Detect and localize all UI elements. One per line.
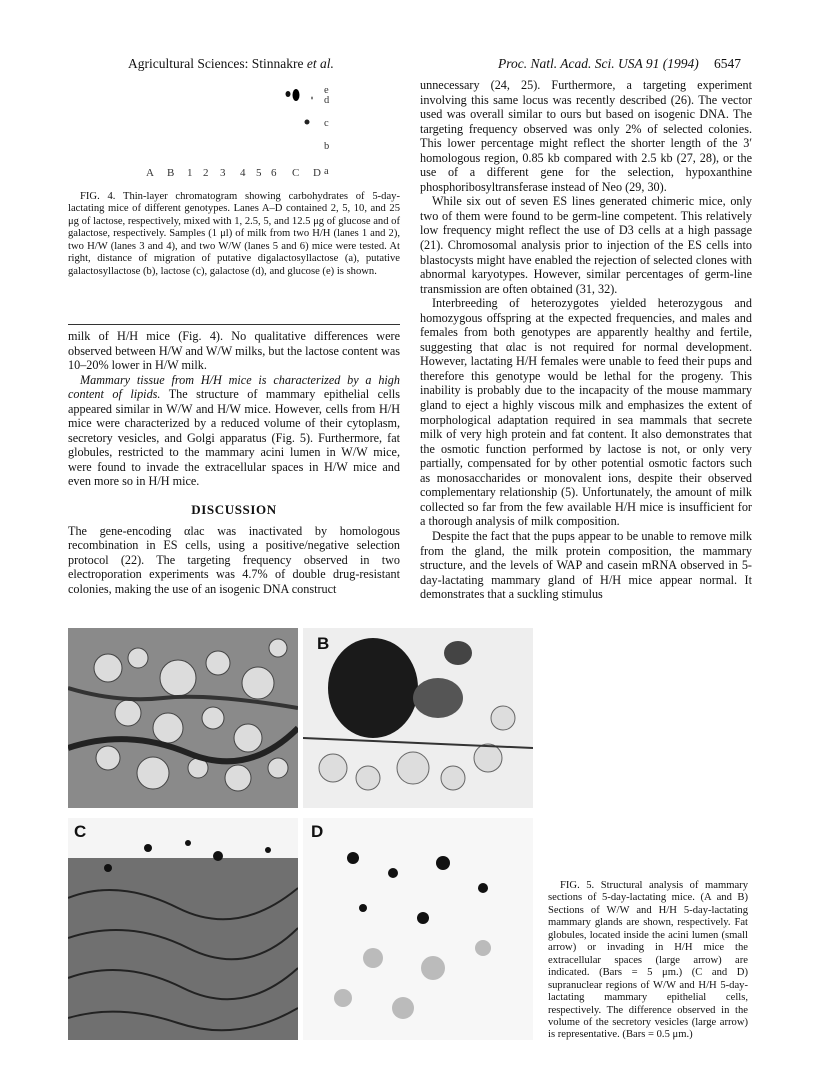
fig5-caption: FIG. 5. Structural analysis of mammary sections of 5-day-lactating mice. (A and B) Sections of W/W and H/H 5-day-lactating mammary glands are shown, respectively. Fat globules, located inside the acini lumen (small arrow) or invading in H/H mice the extracellular spaces (large arrow) are indicated. (Bars = 5 μm.) (C and D) supranuclear regions of W/W and H/H 5-day-lactating mammary epithelial cells, respectively. The difference observed in the volume of the secretory vesicles (large arrow) is representative. (Bars = 0.5 μm.) bbox=[548, 880, 748, 1041]
lane-label-B: B bbox=[167, 167, 175, 179]
lane-label-2: 2 bbox=[203, 167, 209, 179]
running-header-journal: Proc. Natl. Acad. Sci. USA 91 (1994) bbox=[498, 56, 699, 71]
fig5-panel-D bbox=[303, 818, 533, 1040]
lane-label-1: 1 bbox=[187, 167, 193, 179]
lane-label-3: 3 bbox=[220, 167, 226, 179]
tlc-label-e: e bbox=[324, 85, 329, 96]
spot-galactose bbox=[293, 89, 300, 101]
left-column bbox=[68, 329, 400, 596]
lane-label-6: 6 bbox=[271, 167, 277, 179]
tlc-label-a: a bbox=[324, 166, 329, 177]
fig4-caption: FIG. 4. Thin-layer chromatogram showing carbohydrates of 5-day-lactating mice of different genotypes. Lanes A–D contained 2, 5, 10, and 25 μg of lactose, respectively, mixed with 1, 2.5, 5, and 12.5 μg of glucose and of galactose, respectively. Samples (1 μl) of milk from two H/H (lanes 1 and 2), two H/W (lanes 3 and 4), and two W/W (lanes 5 and 6) mice were tested. At right, distance of migration of putative digalactosyllactose (a), putative galactosyllactose (b), lactose (c), galactose (d), and glucose (e) is shown. bbox=[68, 191, 400, 277]
right-para-3: Interbreeding of heterozygotes yielded heterozygous and homozygous offspring at the expected frequencies, and males and females from both genotypes are apparently healthy and fertile, suggesting that αlac is not required for normal development. However, lactating H/H females were unable to feed their pups and therefore this genotype would be lethal for the progeny. This inability is probably due to the incapacity of the mouse mammary gland to eject a highly viscous milk and emphasizes the extent of morphological adaptation required in sea mammals that secrete milk of very high protein and fat content. It also demonstrates that the osmotic function performed by lactose is not, or only very partially, compensated for by other potential osmotic factors such as monosaccharides or monovalent ions, despite their observed complementary relationship (5). Unfortunately, the amount of milk collected so far from the few available H/H mice is insufficient for a thorough analysis of milk composition. bbox=[420, 296, 752, 529]
running-header-etal: et al. bbox=[306, 56, 334, 71]
right-column bbox=[420, 78, 752, 602]
spot-lactose bbox=[305, 120, 310, 125]
figure-rule bbox=[68, 324, 400, 325]
left-para-3: The gene-encoding αlac was inactivated by homologous recombination in ES cells, using a positive/negative selection protocol (22). The targeting frequency observed in two electroporation experiments was 4.7% of double drug-resistant colonies, making the use of an isogenic DNA construct bbox=[68, 523, 400, 596]
lane-label-D: D bbox=[313, 167, 321, 179]
tlc-label-b: b bbox=[324, 141, 330, 152]
spot-glucose bbox=[286, 91, 291, 97]
panel-label-B: B bbox=[317, 634, 330, 653]
subsection-title: Mammary tissue from H/H mice is characterized by a high content of lipids. bbox=[68, 372, 400, 402]
spot-faint bbox=[311, 97, 313, 100]
page-number: 6547 bbox=[714, 56, 741, 71]
panel-label-D: D bbox=[311, 822, 324, 841]
micrograph-C bbox=[68, 818, 298, 1040]
tlc-label-d: d bbox=[324, 95, 330, 106]
left-para-2: Mammary tissue from H/H mice is characterized by a high content of lipids. The structure of mammary epithelial cells appeared similar in W/W and H/W mice. However, cells from H/H mice were characterized by a reduced volume of their cytoplasm, secretory vesicles, and Golgi apparatus (Fig. 5). Furthermore, fat globules, restricted to the mammary acini lumen in W/W mice, were found to invade the extracellular spaces in H/W mice and even more so in H/H mice. bbox=[68, 372, 400, 489]
panel-label-C: C bbox=[74, 822, 87, 841]
lane-label-5: 5 bbox=[256, 167, 262, 179]
right-para-2: While six out of seven ES lines generated chimeric mice, only two of them were found to be germ-line competent. This relatively low frequency might reflect the use of D3 cells at a high passage (21). Chromosomal analysis prior to injection of the ES cells into blastocysts might have enabled the rejection of selected clones with abnormal karyotypes. However, similar percentages of germ-line transmission are often obtained (31, 32). bbox=[420, 194, 752, 296]
fig5-panel-B bbox=[303, 628, 533, 808]
micrograph-B bbox=[303, 628, 533, 808]
right-para-1: unnecessary (24, 25). Furthermore, a targeting experiment involving this same locus was recently described (26). The vector used was overall similar to ours but based on isogenic DNA. The targeting frequency observed was only 2% of selected colonies. This lower percentage might reflect the shorter length of the 3′ homologous region, 0.85 kb compared with 2.5 kb (27, 28), or the use of a different gene for the selection, hypoxanthine phosphoribosyltransferase instead of Neo (29, 30). bbox=[420, 78, 752, 194]
lane-label-A: A bbox=[146, 167, 154, 179]
right-para-4: Despite the fact that the pups appear to be unable to remove milk from the gland, the milk protein composition, the mammary structure, and the levels of WAP and casein mRNA observed in 5-day-lactating mammary gland of H/H mice appear normal. It demonstrates that a suckling stimulus bbox=[420, 528, 752, 602]
tlc-label-c: c bbox=[324, 118, 329, 129]
lane-label-C: C bbox=[292, 167, 300, 179]
fig5-panel-A bbox=[68, 628, 298, 808]
running-header-left: Agricultural Sciences: Stinnakre et al. bbox=[128, 56, 334, 71]
micrograph-A bbox=[68, 628, 298, 808]
lane-label-4: 4 bbox=[240, 167, 246, 179]
left-para-1: milk of H/H mice (Fig. 4). No qualitative differences were observed between H/W and W/W milks, but the lactose content was 10–20% lower in H/W milk. bbox=[68, 329, 400, 373]
discussion-heading: DISCUSSION bbox=[191, 502, 277, 518]
fig5-panel-C bbox=[68, 818, 298, 1040]
micrograph-D bbox=[303, 818, 533, 1040]
